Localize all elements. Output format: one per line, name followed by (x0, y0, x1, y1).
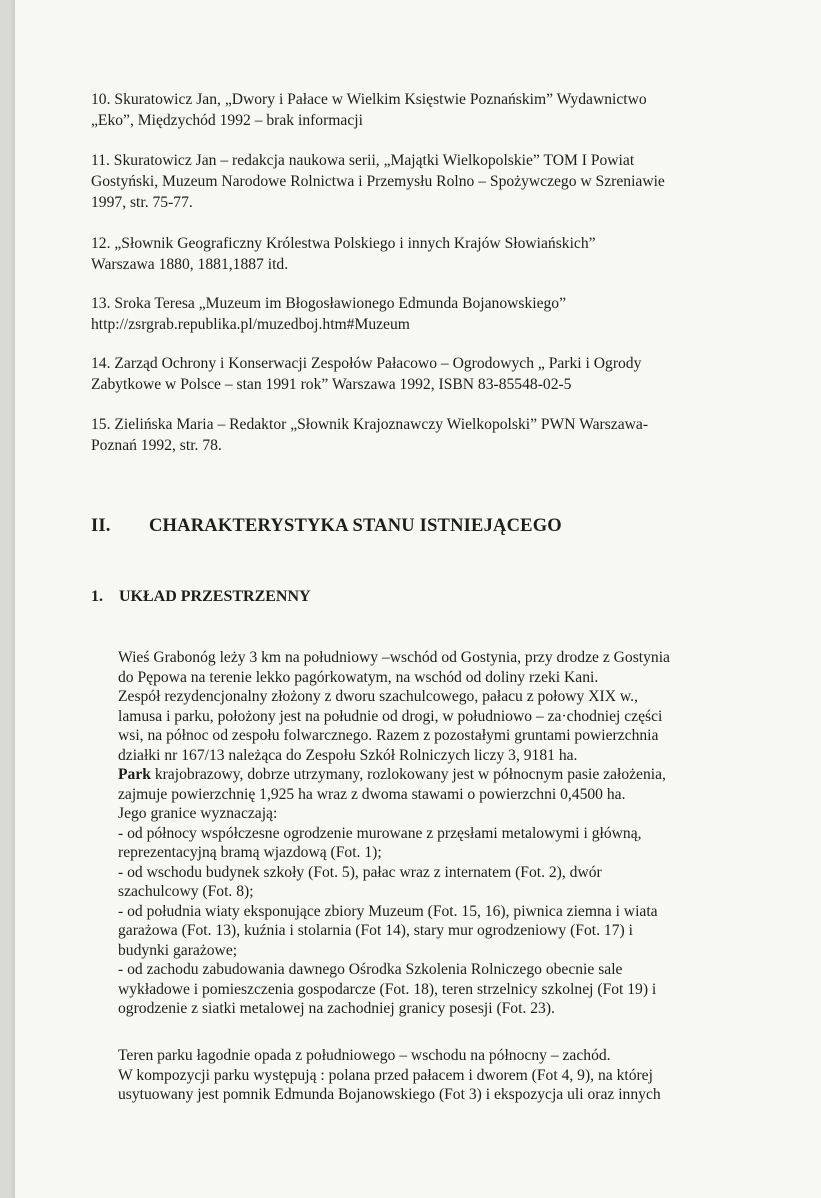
reference-line: Zabytkowe w Polsce – stan 1991 rok” Warszawa 1992, ISBN 83-85548-02-5 (91, 376, 572, 393)
body-line: wykładowe i pomieszczenia gospodarcze (Fot. 18), teren strzelnicy szkolnej (Fot 19) i (118, 980, 657, 998)
subsection-number: 1. (91, 588, 103, 605)
body-line: - od zachodu zabudowania dawnego Ośrodka Szkolenia Rolniczego obecnie sale (118, 961, 623, 978)
body-line: wsi, na północ od zespołu folwarcznego. Razem z pozostałymi gruntami powierzchnia (118, 727, 659, 744)
body-line: reprezentacyjną bramą wjazdową (Fot. 1); (118, 844, 382, 861)
park-line-rest: krajobrazowy, dobrze utrzymany, rozlokowany jest w północnym pasie założenia, (150, 766, 666, 783)
reference-line: Poznań 1992, str. 78. (91, 437, 222, 454)
section-title: CHARAKTERYSTYKA STANU ISTNIEJĄCEGO (149, 516, 562, 536)
body-line: Wieś Grabonóg leży 3 km na południowy –wschód od Gostynia, przy drodze z Gostynia (118, 649, 670, 666)
body-line: garażowa (Fot. 13), kuźnia i stolarnia (Fot 14), stary mur ogrodzeniowy (Fot. 17) i (118, 922, 633, 939)
subsection-heading (91, 588, 311, 606)
document-page (14, 0, 821, 1198)
body-line: ogrodzenie z siatki metalowej na zachodniej granicy posesji (Fot. 23). (118, 1000, 555, 1017)
reference-line: 12. „Słownik Geograficzny Królestwa Polskiego i innych Krajów Słowiańskich” (91, 235, 596, 252)
reference-13 (91, 293, 751, 335)
park-line (118, 765, 758, 785)
body-line: - od północy współczesne ogrodzenie murowane z przęsłami metalowymi i główną, (118, 824, 642, 842)
reference-line: 15. Zielińska Maria – Redaktor „Słownik Krajoznawczy Wielkopolski” PWN Warszawa- (91, 416, 649, 433)
body-line: szachulcowy (Fot. 8); (118, 883, 254, 900)
reference-line: 10. Skuratowicz Jan, „Dwory i Pałace w Wielkim Księstwie Poznańskim” Wydawnictwo (91, 91, 647, 108)
body-line: zajmuje powierzchnię 1,925 ha wraz z dwoma stawami o powierzchni 0,4500 ha. (118, 785, 626, 803)
reference-line: 11. Skuratowicz Jan – redakcja naukowa serii, „Majątki Wielkopolskie” TOM I Powiat (91, 152, 635, 169)
reference-line: 14. Zarząd Ochrony i Konserwacji Zespołów Pałacowo – Ogrodowych „ Parki i Ogrody (91, 355, 642, 372)
reference-line: 13. Sroka Teresa „Muzeum im Błogosławionego Edmunda Bojanowskiego” (91, 295, 567, 312)
reference-15 (91, 414, 751, 456)
body-line: działki nr 167/13 należąca do Zespołu Szkół Rolniczych liczy 3, 9181 ha. (118, 746, 578, 764)
body-paragraph-3 (118, 1046, 758, 1105)
body-line: Zespół rezydencjonalny złożony z dworu szachulcowego, pałacu z połowy XIX w., (118, 688, 638, 705)
body-line: lamusa i parku, położony jest na południe od drogi, w południowo – za·chodniej części (118, 707, 663, 725)
body-line: - od południa wiaty eksponujące zbiory Muzeum (Fot. 15, 16), piwnica ziemna i wiata (118, 902, 658, 920)
body-line: W kompozycji parku występują : polana przed pałacem i dworem (Fot 4, 9), na której (118, 1066, 653, 1084)
reference-10 (91, 89, 751, 131)
body-line: Jego granice wyznaczają: (118, 805, 278, 822)
subsection-title: UKŁAD PRZESTRZENNY (119, 588, 311, 605)
reference-11 (91, 150, 751, 213)
body-line: usytuowany jest pomnik Edmunda Bojanowskiego (Fot 3) i ekspozycja uli oraz innych (118, 1086, 661, 1103)
reference-line: „Eko”, Międzychód 1992 – brak informacji (91, 112, 363, 129)
park-bold-word: Park (118, 766, 151, 783)
body-line: - od wschodu budynek szkoły (Fot. 5), pałac wraz z internatem (Fot. 2), dwór (118, 863, 602, 881)
reference-12 (91, 233, 751, 275)
section-number: II. (91, 516, 111, 536)
reference-line: Gostyński, Muzeum Narodowe Rolnictwa i Przemysłu Rolno – Spożywczego w Szreniawie (91, 173, 665, 190)
reference-line: Warszawa 1880, 1881,1887 itd. (91, 256, 289, 273)
reference-line: 1997, str. 75-77. (91, 194, 193, 211)
reference-14 (91, 353, 751, 395)
body-line: Teren parku łagodnie opada z południowego – wschodu na północny – zachód. (118, 1047, 611, 1064)
body-line: do Pępowa na terenie lekko pagórkowatym, na wschód od doliny rzeki Kani. (118, 668, 599, 686)
section-heading (91, 516, 562, 537)
body-paragraph-1 (118, 648, 758, 1019)
reference-line: http://zsrgrab.republika.pl/muzedboj.htm#Muzeum (91, 316, 410, 333)
body-line: budynki garażowe; (118, 941, 238, 959)
